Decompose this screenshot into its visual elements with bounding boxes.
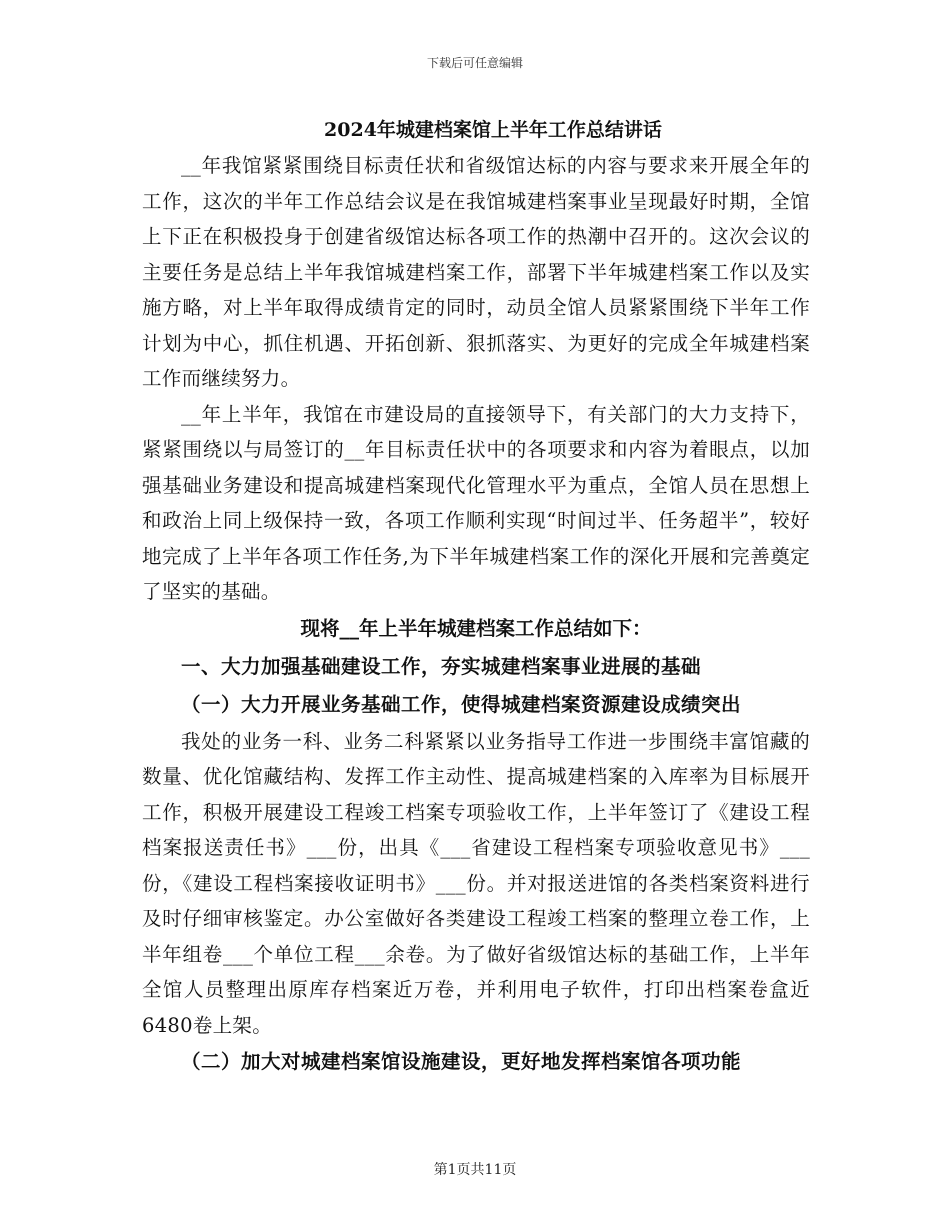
document-title: 2024年城建档案馆上半年工作总结讲话 <box>324 119 662 141</box>
section-heading-1: 一、大力加强基础建设工作，夯实城建档案事业进展的基础 <box>181 654 702 678</box>
subsection-heading-1: （一）大力开展业务基础工作，使得城建档案资源建设成绩突出 <box>181 692 742 716</box>
page-number: 第1页共11页 <box>433 1162 517 1178</box>
paragraph-business-foundation: 我处的业务一科、业务二科紧紧以业务指导工作进一步围绕丰富馆藏的数量、优化馆藏结构、发挥工作主动性、提高城建档案的入库率为目标展开工作，积极开展建设工程竣工档案专项验收工作，上半年签订了《建设工程档案报送责任书》___份，出具《___省建设工程档案专项验收意见书》___份，《建设工程档案接收证明书》___份。并对报送进馆的各类档案资料进行及时仔细审核鉴定。办公室做好各类建设工程竣工档案的整理立卷工作，上半年组卷___个单位工程___余卷。为了做好省级馆达标的基础工作，上半年全馆人员整理出原库存档案近万卷，并利用电子软件，打印出档案卷盒近6480卷上架。 <box>142 729 810 1037</box>
summary-intro: 现将__年上半年城建档案工作总结如下： <box>300 616 652 640</box>
subsection-heading-2: （二）加大对城建档案馆设施建设，更好地发挥档案馆各项功能 <box>181 1050 742 1073</box>
header-note: 下载后可任意编辑 <box>426 56 523 70</box>
document-body <box>142 112 810 1081</box>
paragraph-intro: __年我馆紧紧围绕目标责任状和省级馆达标的内容与要求来开展全年的工作，这次的半年工作总结会议是在我馆城建档案事业呈现最好时期，全馆上下正在积极投身于创建省级馆达标各项工作的热潮中召开的。这次会议的主要任务是总结上半年我馆城建档案工作，部署下半年城建档案工作以及实施方略，对上半年取得成绩肯定的同时，动员全馆人员紧紧围绕下半年工作计划为中心，抓住机遇、开拓创新、狠抓落实、为更好的完成全年城建档案工作而继续努力。 <box>142 154 810 390</box>
paragraph-first-half: __年上半年，我馆在市建设局的直接领导下，有关部门的大力支持下，紧紧围绕以与局签订的__年目标责任状中的各项要求和内容为着眼点，以加强基础业务建设和提高城建档案现代化管理水平为重点，全馆人员在思想上和政治上同上级保持一致，各项工作顺利实现“时间过半、任务超半”，较好地完成了上半年各项工作任务,为下半年城建档案工作的深化开展和完善奠定了坚实的基础。 <box>142 402 810 603</box>
